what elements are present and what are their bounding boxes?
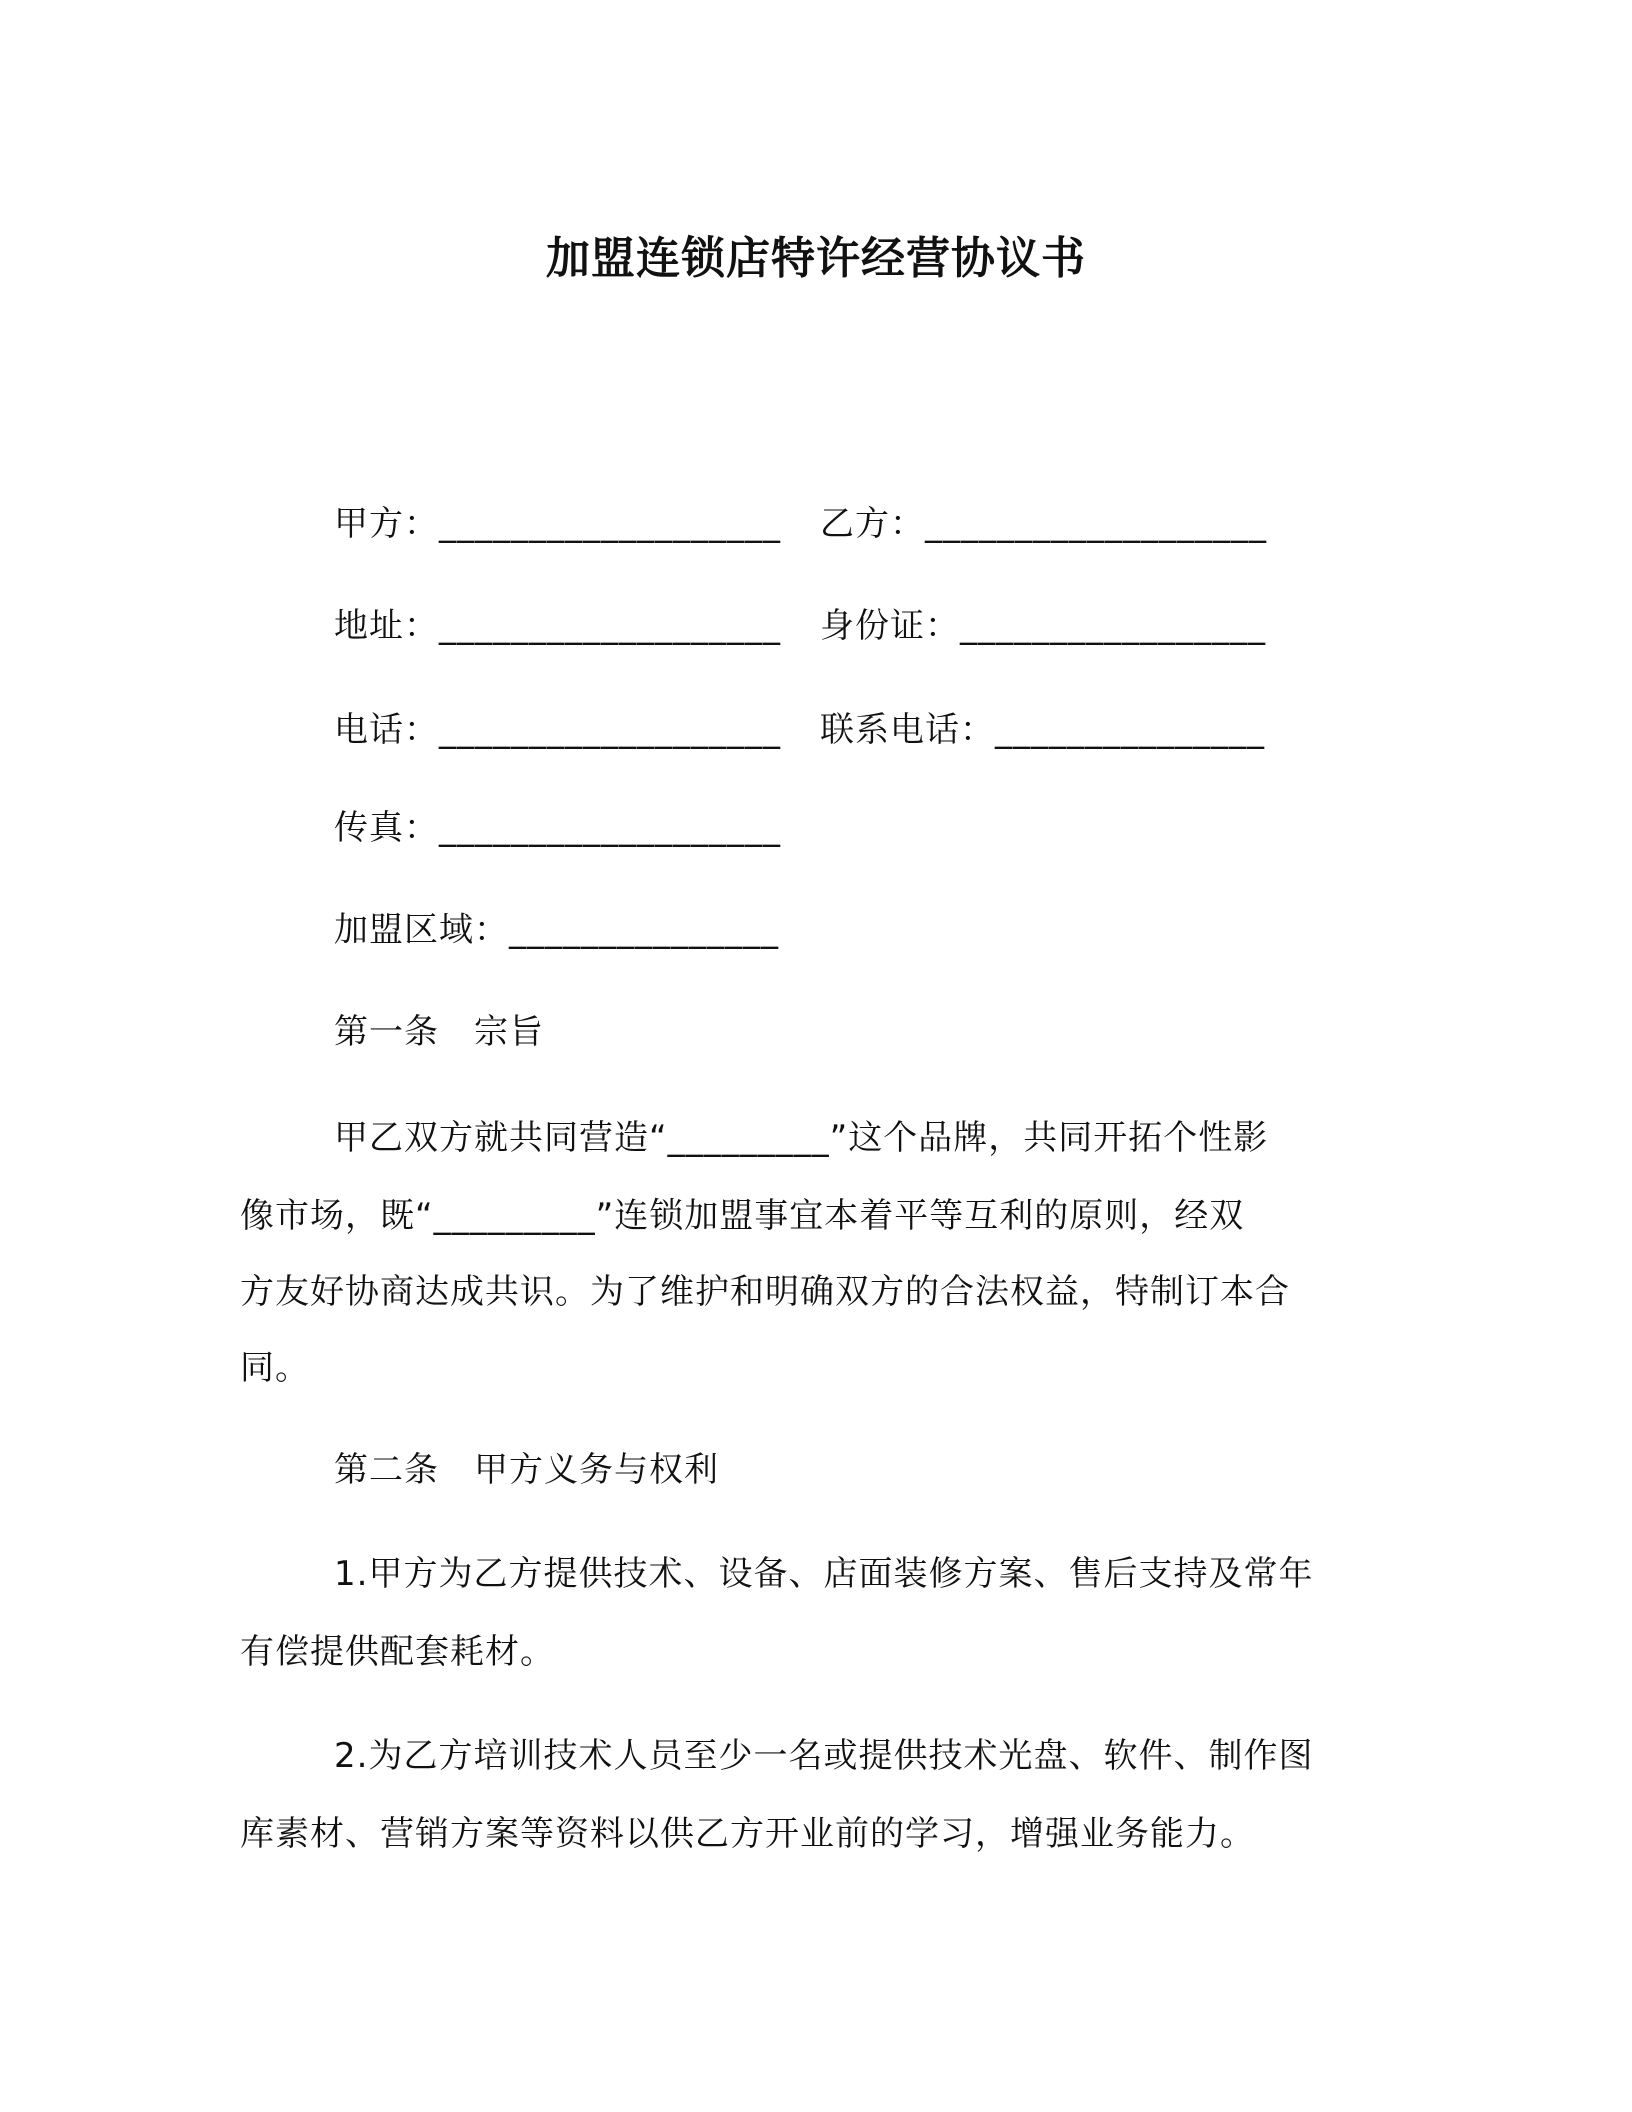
article1-line: 同。 xyxy=(240,1348,310,1388)
fax-field: 传真：___________________ xyxy=(334,808,781,848)
article2-item1-line: 1.甲方为乙方提供技术、设备、店面装修方案、售后支持及常年 xyxy=(334,1554,1314,1594)
document-title: 加盟连锁店特许经营协议书 xyxy=(546,233,1086,284)
franchise-region-field: 加盟区域：_______________ xyxy=(334,910,779,950)
address-field: 地址：___________________ xyxy=(334,606,781,646)
party-a-field: 甲方：___________________ xyxy=(334,504,781,544)
article1-line: 方友好协商达成共识。为了维护和明确双方的合法权益，特制订本合 xyxy=(240,1272,1290,1312)
article2-item2-line: 库素材、营销方案等资料以供乙方开业前的学习，增强业务能力。 xyxy=(240,1814,1255,1854)
id-card-field: 身份证：_________________ xyxy=(820,606,1266,646)
article2-heading: 第二条 甲方义务与权利 xyxy=(334,1450,719,1490)
article2-item1-line: 有偿提供配套耗材。 xyxy=(240,1632,555,1672)
phone-field: 电话：___________________ xyxy=(334,710,781,750)
article1-heading: 第一条 宗旨 xyxy=(334,1012,544,1052)
article2-item2-line: 2.为乙方培训技术人员至少一名或提供技术光盘、软件、制作图 xyxy=(334,1736,1314,1776)
contact-phone-field: 联系电话：_______________ xyxy=(820,710,1265,750)
party-b-field: 乙方：___________________ xyxy=(820,504,1267,544)
article1-line: 甲乙双方就共同营造“_________”这个品牌，共同开拓个性影 xyxy=(334,1118,1269,1158)
article1-line: 像市场，既“_________”连锁加盟事宜本着平等互利的原则，经双 xyxy=(240,1196,1245,1236)
